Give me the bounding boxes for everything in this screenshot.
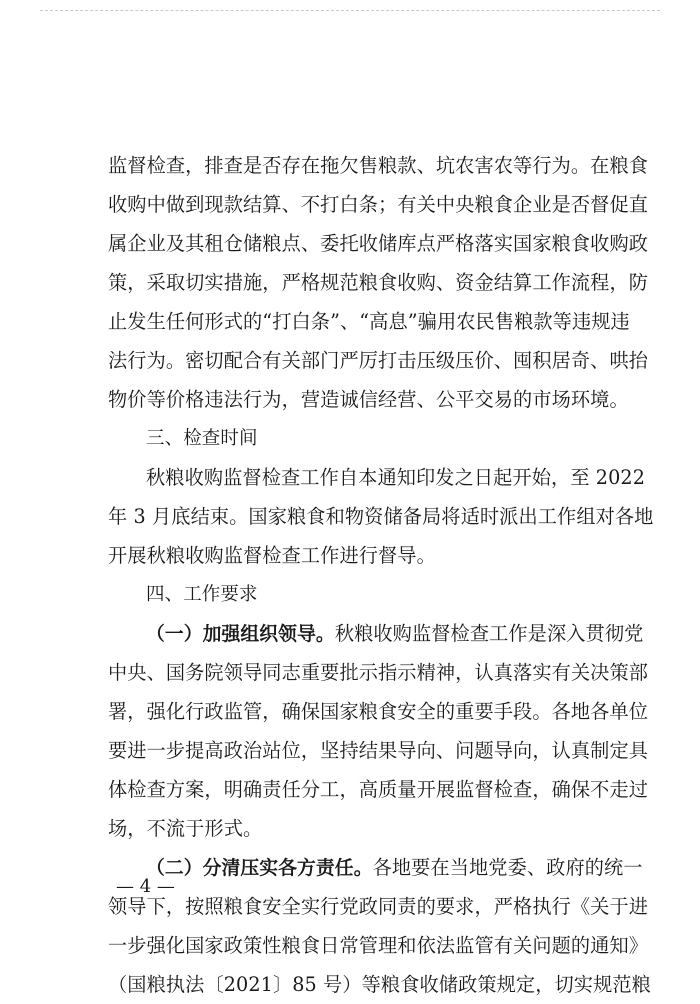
- text-line: 署，强化行政监管，确保国家粮食安全的重要手段。各地各单位: [108, 700, 649, 723]
- text-line: 止发生任何形式的“打白条”、“高息”骗用农民售粮款等违规违: [108, 310, 630, 333]
- text-line: 一步强化国家政策性粮食日常管理和依法监管有关问题的通知》: [108, 934, 649, 957]
- text-line: 监督检查，排查是否存在拖欠售粮款、坑农害农等行为。在粮食: [108, 154, 649, 177]
- document-body: [108, 146, 654, 1004]
- section-heading-3: 三、检查时间: [146, 428, 258, 449]
- page-number: — 4 —: [116, 876, 175, 897]
- item-1-first-rest: 秋粮收购监督检查工作是深入贯彻党: [334, 622, 644, 645]
- text-line: 秋粮收购监督检查工作自本通知印发之日起开始，至 2022: [146, 466, 646, 489]
- text-line: 场，不流于形式。: [108, 817, 263, 840]
- item-2-first-line: [108, 848, 643, 887]
- text-line: 要进一步提高政治站位，坚持结果导向、问题导向，认真制定具: [108, 739, 649, 762]
- text-line: 年 3 月底结束。国家粮食和物资储备局将适时派出工作组对各地: [108, 505, 654, 528]
- item-1-title: （一）加强组织领导。: [146, 624, 335, 645]
- item-1-first-line: [108, 614, 644, 653]
- item-2-first-rest: 各地要在当地党委、政府的统一: [372, 856, 643, 879]
- scan-edge-line: [40, 10, 660, 11]
- text-line: 物价等价格违法行为，营造诚信经营、公平交易的市场环境。: [108, 388, 629, 411]
- item-2-title: （二）分清压实各方责任。: [146, 858, 373, 879]
- text-line: 中央、国务院领导同志重要批示指示精神，认真落实有关决策部: [108, 661, 649, 684]
- text-line: 开展秋粮收购监督检查工作进行督导。: [108, 544, 436, 567]
- text-line: 策，采取切实措施，严格规范粮食收购、资金结算工作流程，防: [108, 271, 649, 294]
- text-line: 属企业及其租仓储粮点、委托收储库点严格落实国家粮食收购政: [108, 232, 649, 255]
- text-line: 体检查方案，明确责任分工，高质量开展监督检查，确保不走过: [108, 778, 649, 801]
- text-line: 领导下，按照粮食安全实行党政同责的要求，严格执行《关于进: [108, 895, 649, 918]
- text-line: 收购中做到现款结算、不打白条；有关中央粮食企业是否督促直: [108, 193, 649, 216]
- text-line: （国粮执法〔2021〕85 号）等粮食收储政策规定，切实规范粮: [108, 973, 651, 996]
- text-line: 法行为。密切配合有关部门严厉打击压级压价、囤积居奇、哄抬: [108, 349, 649, 372]
- section-heading-4: 四、工作要求: [146, 584, 258, 605]
